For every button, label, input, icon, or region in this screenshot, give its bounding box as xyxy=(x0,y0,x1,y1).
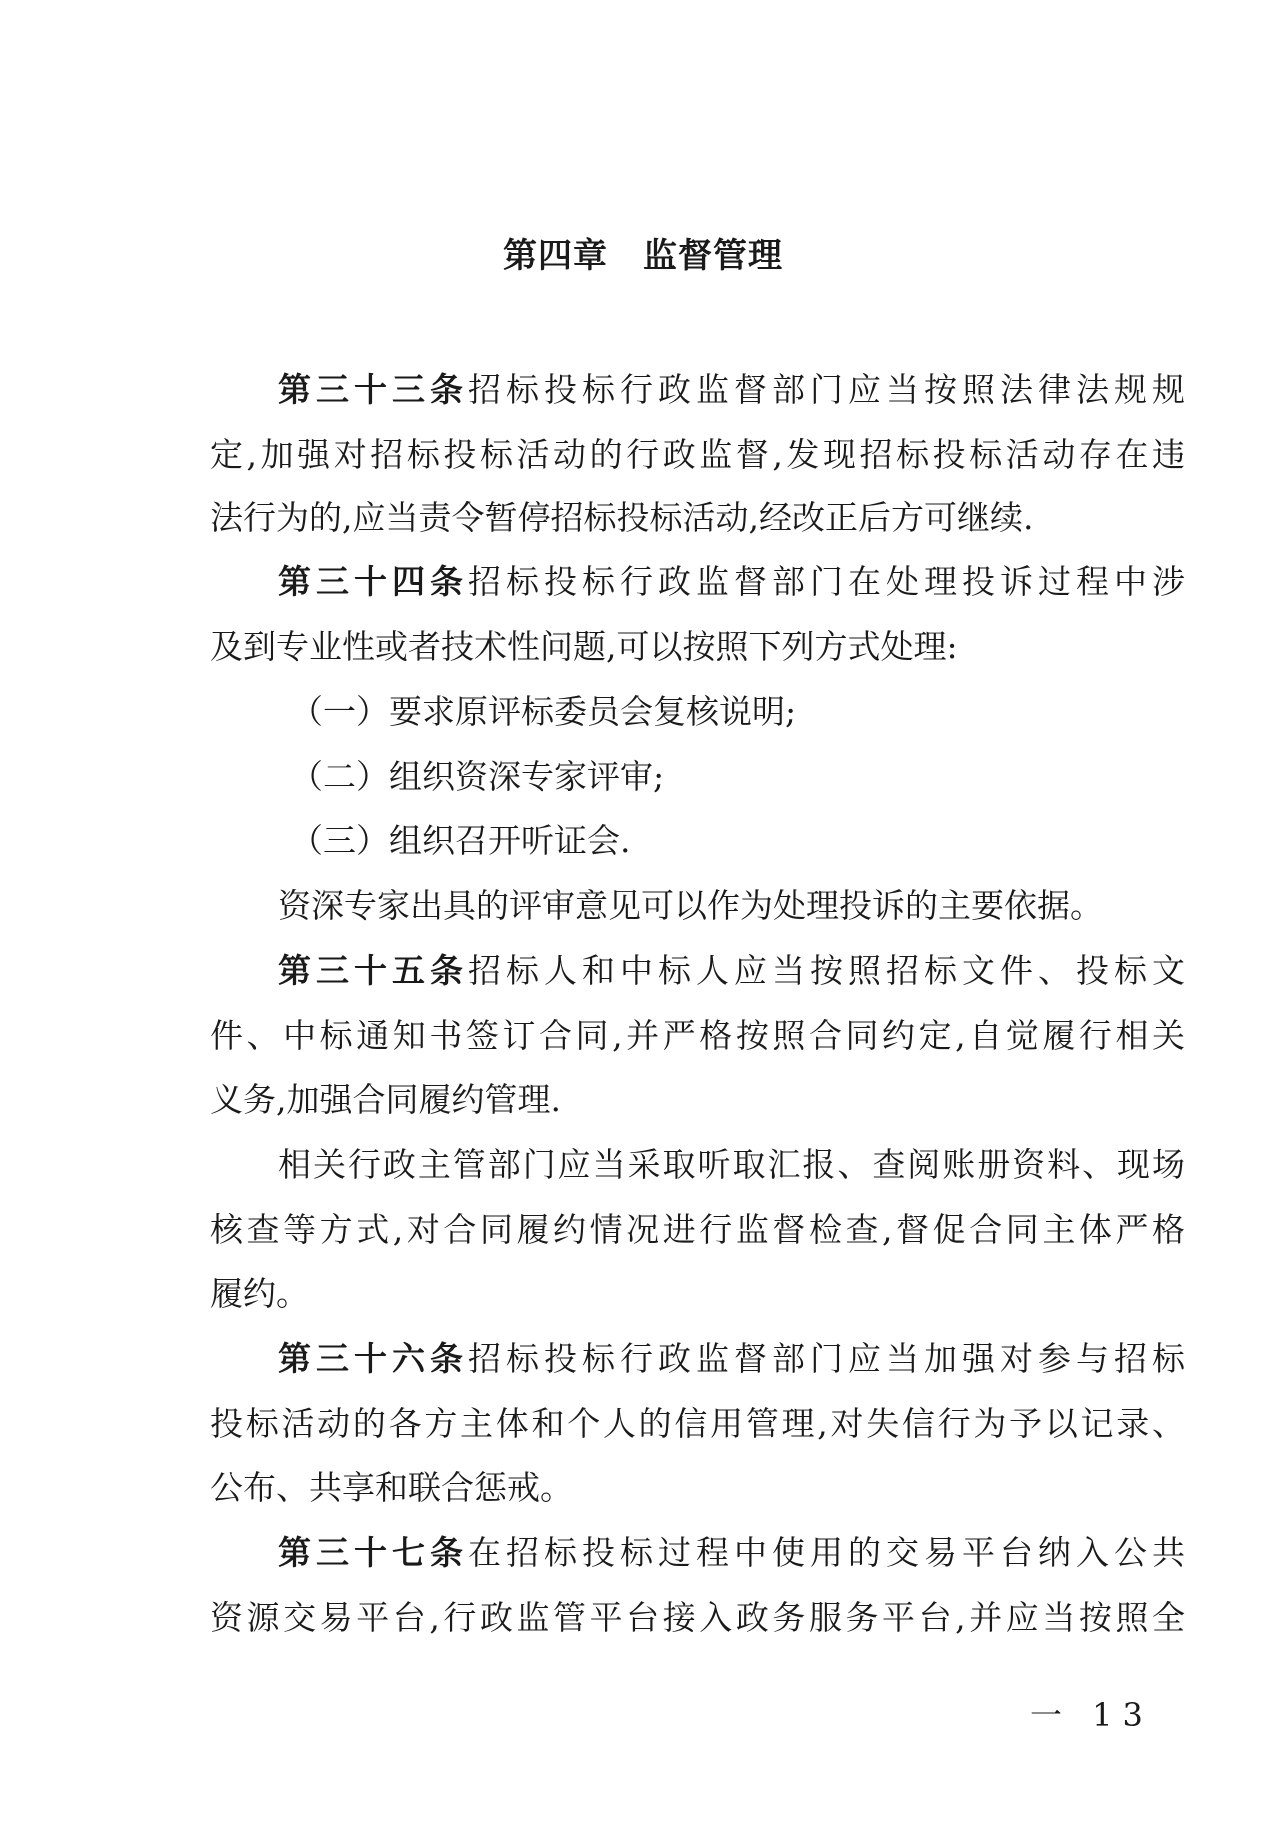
article-34-item-2: （二）组织资深专家评审; xyxy=(290,757,665,796)
article-35-label: 第三十五条 xyxy=(278,951,468,990)
article-36-line-3: 公布、共享和联合惩戒。 xyxy=(210,1468,573,1507)
article-37-line-2: 资源交易平台,行政监管平台接入政务服务平台,并应当按照全 xyxy=(210,1598,1185,1637)
article-33-line-3: 法行为的,应当责令暂停招标投标活动,经改正后方可继续. xyxy=(210,498,1034,537)
article-33-line-2: 定,加强对招标投标活动的行政监督,发现招标投标活动存在违 xyxy=(210,435,1185,474)
article-33-label: 第三十三条 xyxy=(278,370,468,409)
article-35-line-1 xyxy=(278,951,1185,991)
article-35-text: 招标人和中标人应当按照招标文件、投标文 xyxy=(468,951,1185,990)
article-34-line-2: 及到专业性或者技术性问题,可以按照下列方式处理: xyxy=(210,627,958,666)
article-35-line-2: 件、中标通知书签订合同,并严格按照合同约定,自觉履行相关 xyxy=(210,1016,1185,1055)
article-37-label: 第三十七条 xyxy=(278,1533,468,1572)
article-35-para-2-line-1: 相关行政主管部门应当采取听取汇报、查阅账册资料、现场 xyxy=(278,1145,1185,1184)
article-34-item-1: （一）要求原评标委员会复核说明; xyxy=(290,692,797,731)
article-34-line-1 xyxy=(278,562,1185,602)
page-number: 一 13 xyxy=(1030,1696,1153,1734)
article-34-text: 招标投标行政监督部门在处理投诉过程中涉 xyxy=(468,562,1185,601)
chapter-title: 第四章 监督管理 xyxy=(503,236,783,276)
article-36-line-2: 投标活动的各方主体和个人的信用管理,对失信行为予以记录、 xyxy=(210,1404,1185,1443)
article-34-note: 资深专家出具的评审意见可以作为处理投诉的主要依据。 xyxy=(278,886,1103,925)
article-36-label: 第三十六条 xyxy=(278,1339,468,1378)
article-33-text: 招标投标行政监督部门应当按照法律法规规 xyxy=(468,370,1185,409)
article-36-text: 招标投标行政监督部门应当加强对参与招标 xyxy=(468,1339,1185,1378)
article-33-line-1 xyxy=(278,370,1185,410)
article-35-para-2-line-2: 核查等方式,对合同履约情况进行监督检查,督促合同主体严格 xyxy=(210,1210,1185,1249)
article-35-line-3: 义务,加强合同履约管理. xyxy=(210,1080,561,1119)
article-36-line-1 xyxy=(278,1339,1185,1379)
article-37-line-1 xyxy=(278,1533,1185,1573)
article-35-para-2-line-3: 履约。 xyxy=(210,1274,309,1313)
article-34-item-3: （三）组织召开听证会. xyxy=(290,821,631,860)
article-34-label: 第三十四条 xyxy=(278,562,468,601)
article-37-text: 在招标投标过程中使用的交易平台纳入公共 xyxy=(468,1533,1185,1572)
